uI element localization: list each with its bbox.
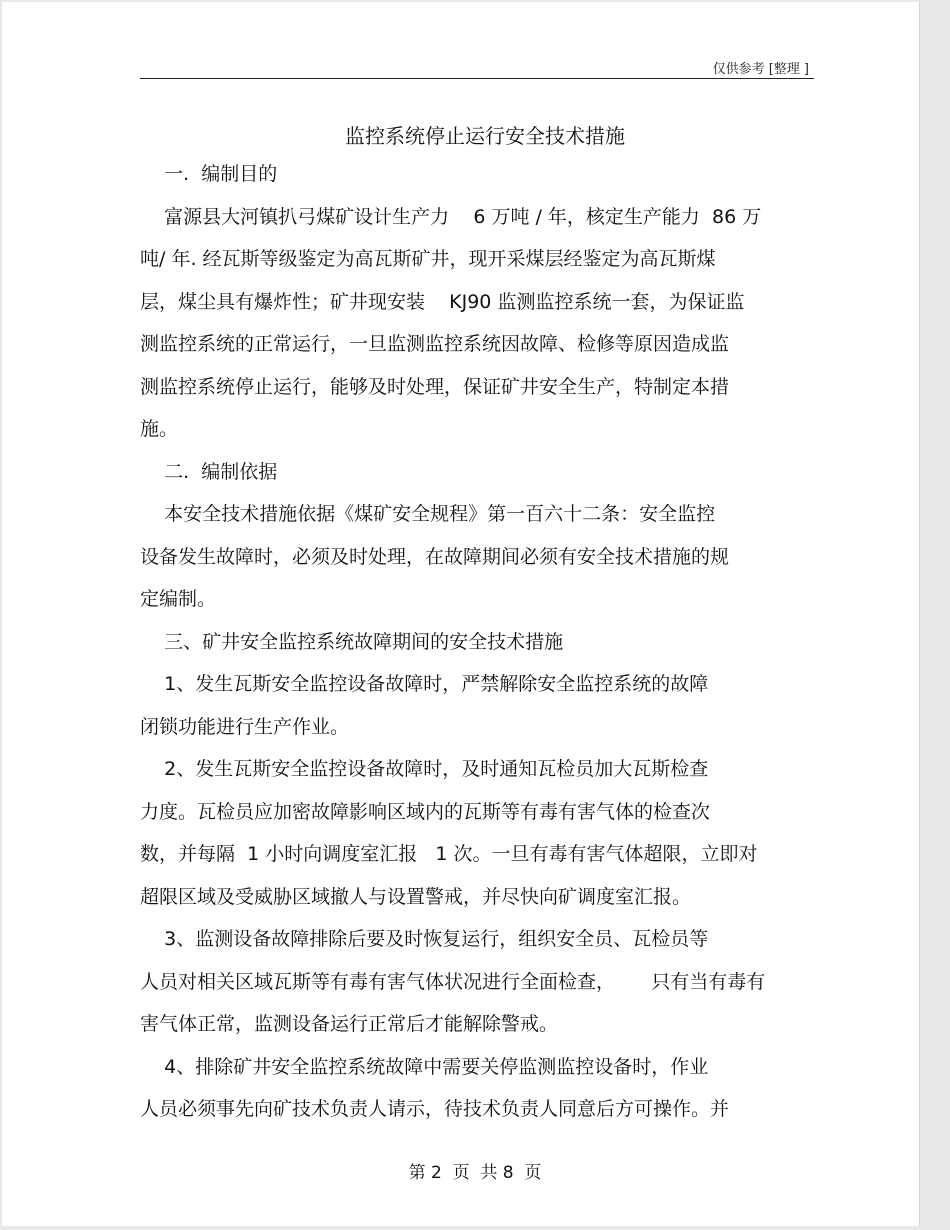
- text-line: 三、矿井安全监控系统故障期间的安全技术措施: [140, 631, 564, 653]
- text-line: 4、排除矿井安全监控系统故障中需要关停监测监控设备时，作业: [140, 1056, 709, 1078]
- text-line: 闭锁功能进行生产作业。: [140, 716, 350, 738]
- text-line: 测监控系统的正常运行，一旦监测监控系统因故障、检修等原因造成监: [140, 333, 730, 355]
- text-line: 人员必须事先向矿技术负责人请示，待技术负责人同意后方可操作。并: [140, 1098, 730, 1120]
- text-line: 力度。瓦检员应加密故障影响区域内的瓦斯等有毒有害气体的检查次: [140, 801, 711, 823]
- header-note: 仅供参考 [整理 ]: [712, 62, 809, 77]
- document-title: 监控系统停止运行安全技术措施: [345, 124, 625, 148]
- text-line: 1、发生瓦斯安全监控设备故障时，严禁解除安全监控系统的故障: [140, 673, 709, 695]
- page-number: 第 2 页 共 8 页: [408, 1163, 542, 1183]
- text-line: 数，并每隔 1 小时向调度室汇报 1 次。一旦有毒有害气体超限，立即对: [140, 843, 758, 865]
- text-line: 二. 编制依据: [140, 461, 278, 483]
- text-line: 定编制。: [140, 588, 217, 610]
- document-page: [2, 2, 920, 1226]
- text-line: 害气体正常，监测设备运行正常后才能解除警戒。: [140, 1013, 559, 1035]
- text-line: 本安全技术措施依据《煤矿安全规程》第一百六十二条：安全监控: [140, 503, 716, 525]
- text-line: 一. 编制目的: [140, 163, 278, 185]
- text-line: 超限区域及受威胁区域撤人与设置警戒，并尽快向矿调度室汇报。: [140, 886, 692, 908]
- text-line: 3、监测设备故障排除后要及时恢复运行，组织安全员、瓦检员等: [140, 928, 709, 950]
- text-line: 施。: [140, 418, 179, 440]
- text-line: 吨/ 年. 经瓦斯等级鉴定为高瓦斯矿井，现开采煤层经鉴定为高瓦斯煤: [140, 248, 716, 270]
- text-line: 2、发生瓦斯安全监控设备故障时，及时通知瓦检员加大瓦斯检查: [140, 758, 709, 780]
- text-line: 层，煤尘具有爆炸性；矿井现安装 KJ90 监测监控系统一套，为保证监: [140, 291, 745, 313]
- header-rule: [140, 78, 814, 79]
- text-line: 富源县大河镇扒弓煤矿设计生产力 6 万吨 / 年，核定生产能力 86 万: [140, 206, 762, 228]
- text-line: 人员对相关区域瓦斯等有毒有害气体状况进行全面检查， 只有当有毒有: [140, 971, 766, 993]
- text-line: 测监控系统停止运行，能够及时处理，保证矿井安全生产，特制定本措: [140, 376, 730, 398]
- text-line: 设备发生故障时，必须及时处理，在故障期间必须有安全技术措施的规: [140, 546, 730, 568]
